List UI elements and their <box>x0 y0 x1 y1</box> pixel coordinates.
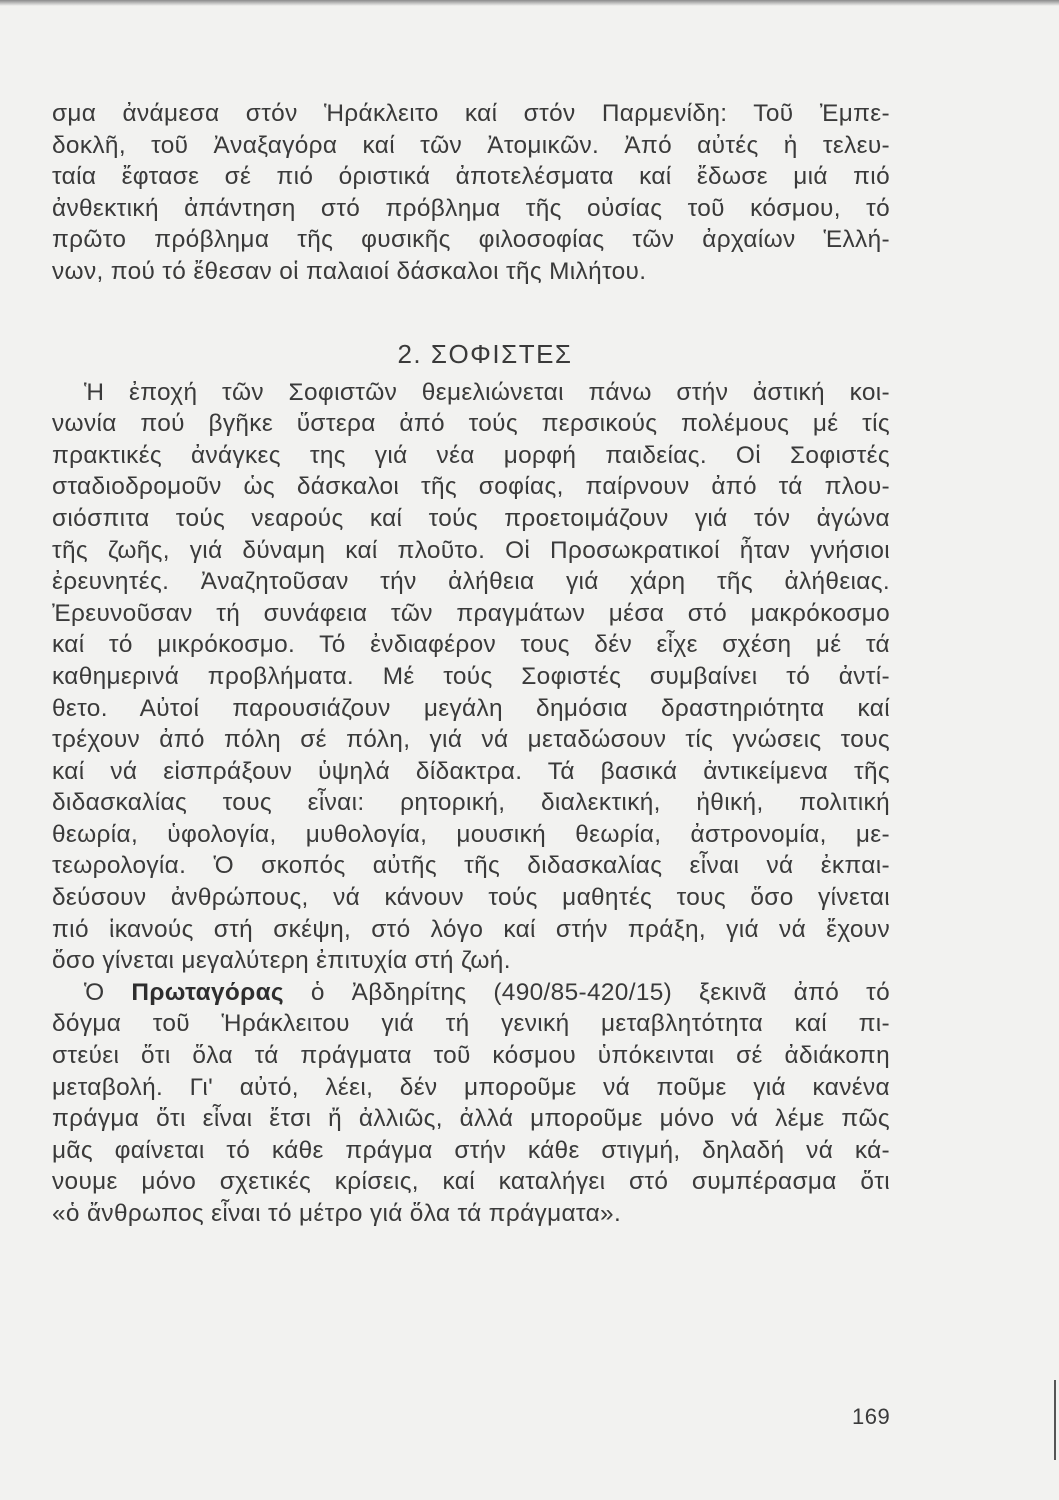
text-line: πιό ἱκανούς στή σκέψη, στό λόγο καί στήν πράξη, γιά νά ἔχουν <box>52 915 890 943</box>
page-body <box>52 98 890 1230</box>
text-line: σταδιοδρομοῦν ὡς δάσκαλοι τῆς σοφίας, παίρνουν ἀπό τά πλου- <box>52 473 890 501</box>
text-line: καθημερινά προβλήματα. Μέ τούς Σοφιστές συμβαίνει τό ἀντί- <box>52 662 890 690</box>
text-line: καί νά εἰσπράξουν ὑψηλά δίδακτρα. Τά βασικά ἀντικείμενα τῆς <box>52 757 890 785</box>
text-line: σιόσπιτα τούς νεαρούς καί τούς προετοιμάζουν γιά τόν ἀγώνα <box>52 504 890 532</box>
text-line: διδασκαλίας τους εἶναι: ρητορική, διαλεκτική, ἠθική, πολιτική <box>52 789 890 817</box>
text-line: δόγμα τοῦ Ἡράκλειτου γιά τή γενική μεταβλητότητα καί πι- <box>52 1010 890 1038</box>
text-line: πράγμα ὅτι εἶναι ἔτσι ἤ ἀλλιῶς, ἀλλά μποροῦμε μόνο νά λέμε πῶς <box>52 1105 890 1133</box>
text-line: νουμε μόνο σχετικές κρίσεις, καί καταλήγει στό συμπέρασμα ὅτι <box>52 1168 890 1196</box>
text-line <box>52 977 890 1009</box>
text-line: πρῶτο πρόβλημα τῆς φυσικῆς φιλοσοφίας τῶν ἀρχαίων Ἑλλή- <box>52 226 890 254</box>
text-line: ἀνθεκτική ἀπάντηση στό πρόβλημα τῆς οὐσίας τοῦ κόσμου, τό <box>52 194 890 222</box>
text-line: πρακτικές ἀνάγκες της γιά νέα μορφή παιδείας. Οἱ Σοφιστές <box>52 441 890 469</box>
paragraph-3 <box>52 977 890 1230</box>
line-prefix: Ὁ <box>84 978 105 1006</box>
text-line: τρέχουν ἀπό πόλη σέ πόλη, γιά νά μεταδώσουν τίς γνώσεις τους <box>52 726 890 754</box>
text-line: νωνία πού βγῆκε ὕστερα ἀπό τούς περσικούς πολέμους μέ τίς <box>52 410 890 438</box>
scan-top-edge <box>0 0 1059 6</box>
name-protagoras: Πρωταγόρας <box>131 978 284 1006</box>
text-line: τῆς ζωῆς, γιά δύναμη καί πλοῦτο. Οἱ Προσωκρατικοί ἦταν γνήσιοι <box>52 536 890 564</box>
text-line: Ἡ ἐποχή τῶν Σοφιστῶν θεμελιώνεται πάνω στήν ἀστική κοι- <box>84 378 890 406</box>
text-line: μᾶς φαίνεται τό κάθε πράγμα στήν κάθε στιγμή, δηλαδή νά κά- <box>52 1136 890 1164</box>
text-line: σμα ἀνάμεσα στόν Ἡράκλειτο καί στόν Παρμενίδη: Τοῦ Ἐμπε- <box>52 100 890 127</box>
text-line: τεωρολογία. Ὁ σκοπός αὐτῆς τῆς διδασκαλίας εἶναι νά ἐκπαι- <box>52 852 890 880</box>
text-line: Ἐρευνοῦσαν τή συνάφεια τῶν πραγμάτων μέσα στό μακρόκοσμο <box>52 599 890 627</box>
text-line: θεωρία, ὑφολογία, μυθολογία, μουσική θεωρία, ἀστρονομία, με- <box>52 820 890 848</box>
text-line: δεύσουν ἀνθρώπους, νά κάνουν τούς μαθητές τους ὅσο γίνεται <box>52 884 890 912</box>
paragraph-2 <box>52 377 890 977</box>
text-line: καί τό μικρόκοσμο. Τό ἐνδιαφέρον τους δέν εἶχε σχέση μέ τά <box>52 631 890 659</box>
paragraph-1 <box>52 98 890 288</box>
text-line: νων, πού τό ἔθεσαν οἱ παλαιοί δάσκαλοι τῆς Μιλήτου. <box>52 257 647 285</box>
page-number: 169 <box>852 1404 891 1429</box>
section-heading: 2. ΣΟΦΙΣΤΕΣ <box>397 338 573 369</box>
line-rest: ὁ Ἀβδηρίτης (490/85-420/15) ξεκινᾶ ἀπό τό <box>310 978 890 1006</box>
text-line: ὅσο γίνεται μεγαλύτερη ἐπιτυχία στή ζωή. <box>52 947 511 975</box>
text-line: ταία ἔφτασε σέ πιό όριστικά ἀποτελέσματα καί ἔδωσε μιά πιό <box>52 163 890 191</box>
text-line: στεύει ὅτι ὅλα τά πράγματα τοῦ κόσμου ὑπόκεινται σέ ἀδιάκοπη <box>52 1042 890 1070</box>
text-line: θετο. Αὐτοί παρουσιάζουν μεγάλη δημόσια δραστηριότητα καί <box>52 694 890 722</box>
text-line: ἐρευνητές. Ἀναζητοῦσαν τήν ἀλήθεια γιά χάρη τῆς ἀλήθειας. <box>52 568 890 596</box>
text-line: δοκλῆ, τοῦ Ἀναξαγόρα καί τῶν Ἀτομικῶν. Ἀπό αὐτές ἡ τελευ- <box>52 131 890 159</box>
scan-right-mark <box>1054 1380 1056 1460</box>
text-line: μεταβολή. Γι' αὐτό, λέει, δέν μποροῦμε νά ποῦμε γιά κανένα <box>52 1073 890 1101</box>
text-line: «ὁ ἄνθρωπος εἶναι τό μέτρο γιά ὅλα τά πράγματα». <box>52 1200 622 1227</box>
